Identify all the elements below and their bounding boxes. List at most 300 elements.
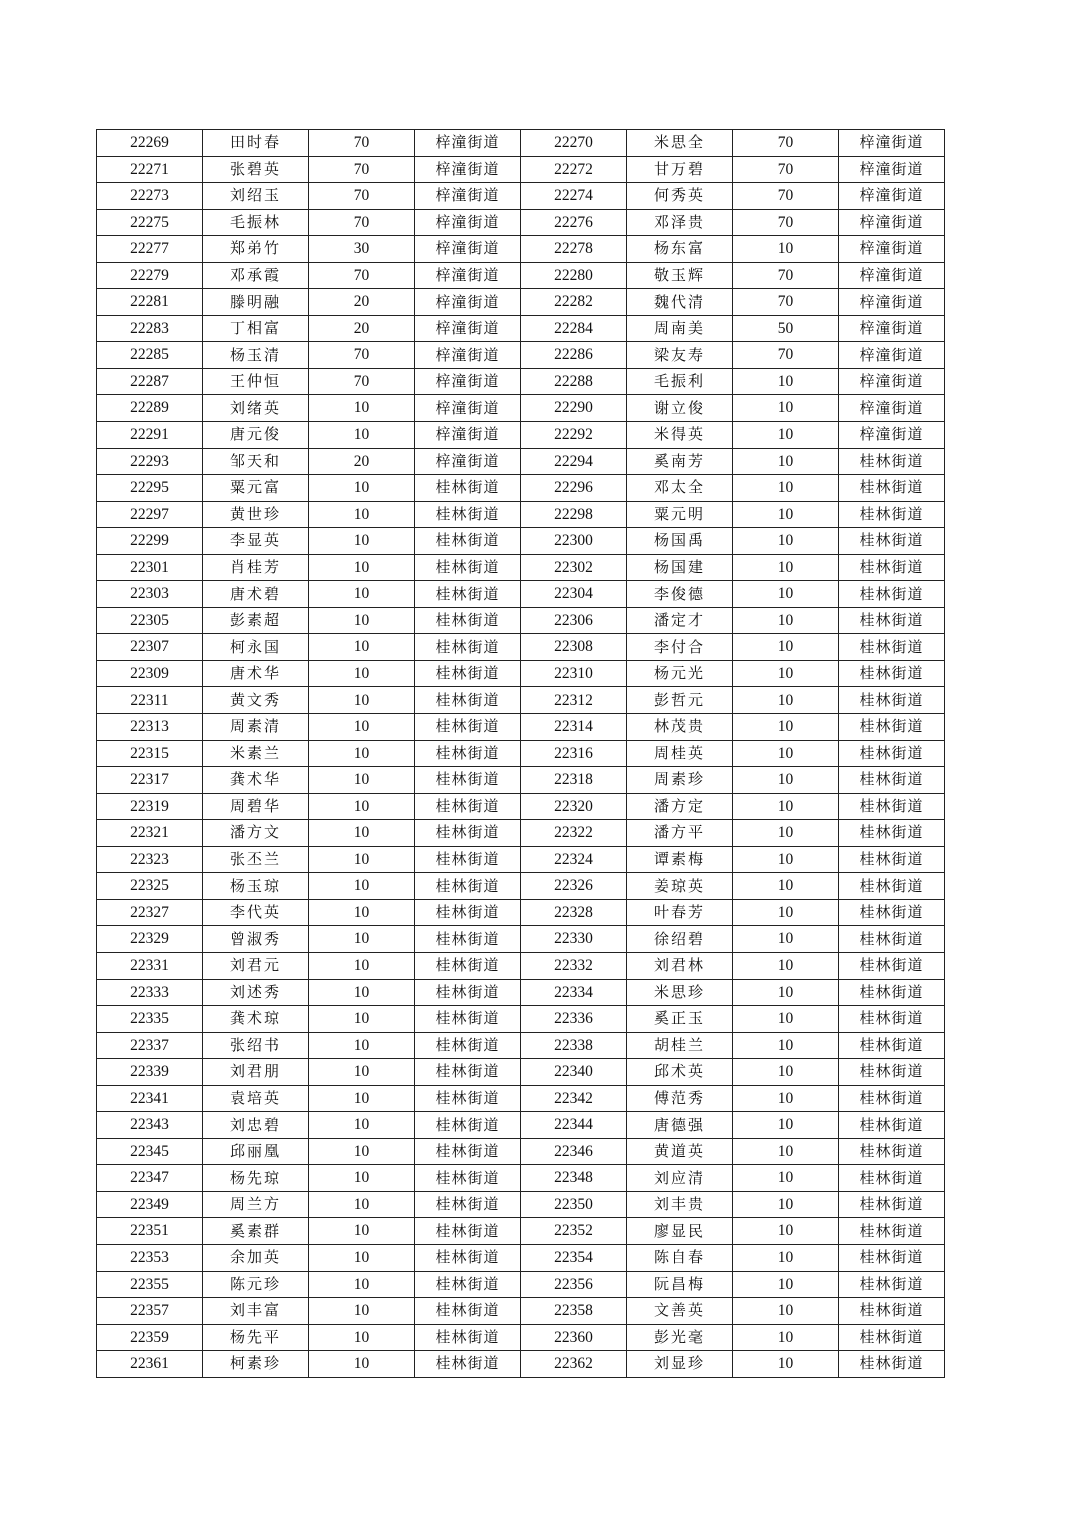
record-id-cell: 22343 xyxy=(97,1112,203,1139)
street-cell: 桂林街道 xyxy=(839,554,945,581)
amount-cell: 10 xyxy=(309,554,415,581)
amount-cell: 10 xyxy=(309,1032,415,1059)
amount-cell: 10 xyxy=(733,1085,839,1112)
amount-cell: 10 xyxy=(733,1271,839,1298)
amount-cell: 10 xyxy=(309,767,415,794)
table-row xyxy=(97,289,945,316)
street-cell: 桂林街道 xyxy=(415,1138,521,1165)
amount-cell: 10 xyxy=(309,899,415,926)
record-id-cell: 22283 xyxy=(97,315,203,342)
name-cell: 田时春 xyxy=(203,130,309,157)
name-cell: 黄文秀 xyxy=(203,687,309,714)
name-cell: 刘绍玉 xyxy=(203,183,309,210)
street-cell: 桂林街道 xyxy=(415,554,521,581)
street-cell: 梓潼街道 xyxy=(839,262,945,289)
street-cell: 桂林街道 xyxy=(415,1032,521,1059)
street-cell: 桂林街道 xyxy=(839,1138,945,1165)
name-cell: 胡桂兰 xyxy=(627,1032,733,1059)
table-row xyxy=(97,634,945,661)
street-cell: 桂林街道 xyxy=(839,846,945,873)
record-id-cell: 22351 xyxy=(97,1218,203,1245)
amount-cell: 70 xyxy=(309,183,415,210)
amount-cell: 70 xyxy=(309,262,415,289)
record-id-cell: 22341 xyxy=(97,1085,203,1112)
table-row xyxy=(97,979,945,1006)
street-cell: 梓潼街道 xyxy=(415,236,521,263)
record-id-cell: 22332 xyxy=(521,952,627,979)
amount-cell: 10 xyxy=(309,607,415,634)
street-cell: 桂林街道 xyxy=(839,926,945,953)
name-cell: 李付合 xyxy=(627,634,733,661)
record-id-cell: 22276 xyxy=(521,209,627,236)
street-cell: 梓潼街道 xyxy=(415,209,521,236)
record-id-cell: 22322 xyxy=(521,820,627,847)
amount-cell: 10 xyxy=(309,660,415,687)
amount-cell: 70 xyxy=(733,289,839,316)
street-cell: 桂林街道 xyxy=(415,793,521,820)
amount-cell: 10 xyxy=(309,1218,415,1245)
street-cell: 桂林街道 xyxy=(415,501,521,528)
record-id-cell: 22338 xyxy=(521,1032,627,1059)
name-cell: 杨先琼 xyxy=(203,1165,309,1192)
name-cell: 陈自春 xyxy=(627,1244,733,1271)
table-row xyxy=(97,873,945,900)
amount-cell: 10 xyxy=(309,1324,415,1351)
street-cell: 桂林街道 xyxy=(839,899,945,926)
table-row xyxy=(97,820,945,847)
name-cell: 林茂贵 xyxy=(627,714,733,741)
name-cell: 米素兰 xyxy=(203,740,309,767)
street-cell: 桂林街道 xyxy=(415,899,521,926)
name-cell: 傅范秀 xyxy=(627,1085,733,1112)
street-cell: 桂林街道 xyxy=(415,634,521,661)
name-cell: 刘丰贵 xyxy=(627,1191,733,1218)
name-cell: 邹天和 xyxy=(203,448,309,475)
street-cell: 桂林街道 xyxy=(839,1112,945,1139)
amount-cell: 10 xyxy=(309,1165,415,1192)
record-id-cell: 22295 xyxy=(97,475,203,502)
amount-cell: 10 xyxy=(733,1218,839,1245)
amount-cell: 20 xyxy=(309,448,415,475)
record-id-cell: 22311 xyxy=(97,687,203,714)
name-cell: 邓承霞 xyxy=(203,262,309,289)
record-id-cell: 22354 xyxy=(521,1244,627,1271)
record-id-cell: 22333 xyxy=(97,979,203,1006)
street-cell: 梓潼街道 xyxy=(415,368,521,395)
street-cell: 桂林街道 xyxy=(415,1112,521,1139)
record-id-cell: 22324 xyxy=(521,846,627,873)
street-cell: 桂林街道 xyxy=(415,1191,521,1218)
name-cell: 邱丽凰 xyxy=(203,1138,309,1165)
street-cell: 梓潼街道 xyxy=(839,183,945,210)
name-cell: 黄世珍 xyxy=(203,501,309,528)
table-row xyxy=(97,1059,945,1086)
amount-cell: 70 xyxy=(733,262,839,289)
amount-cell: 10 xyxy=(309,1112,415,1139)
table-row xyxy=(97,1218,945,1245)
record-id-cell: 22355 xyxy=(97,1271,203,1298)
street-cell: 梓潼街道 xyxy=(839,342,945,369)
record-id-cell: 22293 xyxy=(97,448,203,475)
street-cell: 梓潼街道 xyxy=(415,422,521,449)
amount-cell: 10 xyxy=(309,873,415,900)
table-row xyxy=(97,475,945,502)
table-row xyxy=(97,740,945,767)
street-cell: 梓潼街道 xyxy=(839,209,945,236)
street-cell: 桂林街道 xyxy=(839,1032,945,1059)
street-cell: 桂林街道 xyxy=(415,767,521,794)
street-cell: 桂林街道 xyxy=(839,1165,945,1192)
table-row xyxy=(97,183,945,210)
name-cell: 彭光毫 xyxy=(627,1324,733,1351)
name-cell: 张绍书 xyxy=(203,1032,309,1059)
name-cell: 毛振利 xyxy=(627,368,733,395)
amount-cell: 70 xyxy=(733,130,839,157)
name-cell: 李显英 xyxy=(203,528,309,555)
record-id-cell: 22348 xyxy=(521,1165,627,1192)
amount-cell: 10 xyxy=(733,846,839,873)
name-cell: 余加英 xyxy=(203,1244,309,1271)
street-cell: 桂林街道 xyxy=(415,1271,521,1298)
table-row xyxy=(97,1006,945,1033)
amount-cell: 70 xyxy=(733,209,839,236)
name-cell: 甘万碧 xyxy=(627,156,733,183)
street-cell: 桂林街道 xyxy=(839,1218,945,1245)
street-cell: 桂林街道 xyxy=(839,767,945,794)
record-id-cell: 22337 xyxy=(97,1032,203,1059)
record-id-cell: 22284 xyxy=(521,315,627,342)
street-cell: 梓潼街道 xyxy=(415,183,521,210)
record-id-cell: 22344 xyxy=(521,1112,627,1139)
amount-cell: 30 xyxy=(309,236,415,263)
amount-cell: 10 xyxy=(733,422,839,449)
street-cell: 桂林街道 xyxy=(839,660,945,687)
street-cell: 桂林街道 xyxy=(415,1351,521,1378)
record-id-cell: 22281 xyxy=(97,289,203,316)
amount-cell: 70 xyxy=(309,130,415,157)
table-row xyxy=(97,952,945,979)
street-cell: 桂林街道 xyxy=(415,1006,521,1033)
street-cell: 桂林街道 xyxy=(839,873,945,900)
street-cell: 桂林街道 xyxy=(839,634,945,661)
amount-cell: 70 xyxy=(733,183,839,210)
table-row xyxy=(97,528,945,555)
table-row xyxy=(97,1191,945,1218)
street-cell: 桂林街道 xyxy=(415,1085,521,1112)
table-row xyxy=(97,1165,945,1192)
record-id-cell: 22352 xyxy=(521,1218,627,1245)
table-row xyxy=(97,209,945,236)
name-cell: 刘应清 xyxy=(627,1165,733,1192)
amount-cell: 10 xyxy=(733,1191,839,1218)
name-cell: 彭哲元 xyxy=(627,687,733,714)
street-cell: 桂林街道 xyxy=(415,687,521,714)
amount-cell: 10 xyxy=(733,1298,839,1325)
name-cell: 刘丰富 xyxy=(203,1298,309,1325)
amount-cell: 10 xyxy=(733,1244,839,1271)
record-id-cell: 22350 xyxy=(521,1191,627,1218)
record-id-cell: 22346 xyxy=(521,1138,627,1165)
record-id-cell: 22291 xyxy=(97,422,203,449)
street-cell: 梓潼街道 xyxy=(415,156,521,183)
name-cell: 李代英 xyxy=(203,899,309,926)
amount-cell: 10 xyxy=(309,740,415,767)
street-cell: 梓潼街道 xyxy=(415,130,521,157)
amount-cell: 10 xyxy=(733,1165,839,1192)
record-id-cell: 22296 xyxy=(521,475,627,502)
street-cell: 桂林街道 xyxy=(839,714,945,741)
table-row xyxy=(97,899,945,926)
name-cell: 李俊德 xyxy=(627,581,733,608)
street-cell: 桂林街道 xyxy=(839,1298,945,1325)
street-cell: 桂林街道 xyxy=(839,1191,945,1218)
name-cell: 何秀英 xyxy=(627,183,733,210)
record-id-cell: 22320 xyxy=(521,793,627,820)
name-cell: 奚正玉 xyxy=(627,1006,733,1033)
name-cell: 邱术英 xyxy=(627,1059,733,1086)
record-id-cell: 22317 xyxy=(97,767,203,794)
table-row xyxy=(97,687,945,714)
amount-cell: 10 xyxy=(309,820,415,847)
street-cell: 桂林街道 xyxy=(415,1165,521,1192)
amount-cell: 10 xyxy=(309,581,415,608)
street-cell: 桂林街道 xyxy=(415,1324,521,1351)
record-id-cell: 22300 xyxy=(521,528,627,555)
name-cell: 奚素群 xyxy=(203,1218,309,1245)
name-cell: 刘显珍 xyxy=(627,1351,733,1378)
amount-cell: 10 xyxy=(309,1085,415,1112)
name-cell: 滕明融 xyxy=(203,289,309,316)
street-cell: 梓潼街道 xyxy=(415,289,521,316)
name-cell: 粟元富 xyxy=(203,475,309,502)
record-id-cell: 22323 xyxy=(97,846,203,873)
record-id-cell: 22325 xyxy=(97,873,203,900)
record-id-cell: 22286 xyxy=(521,342,627,369)
amount-cell: 70 xyxy=(309,209,415,236)
street-cell: 桂林街道 xyxy=(415,846,521,873)
amount-cell: 10 xyxy=(733,1032,839,1059)
street-cell: 桂林街道 xyxy=(415,1298,521,1325)
street-cell: 桂林街道 xyxy=(415,475,521,502)
amount-cell: 10 xyxy=(309,952,415,979)
street-cell: 桂林街道 xyxy=(415,979,521,1006)
amount-cell: 70 xyxy=(733,156,839,183)
record-id-cell: 22353 xyxy=(97,1244,203,1271)
record-id-cell: 22315 xyxy=(97,740,203,767)
amount-cell: 10 xyxy=(733,873,839,900)
name-cell: 文善英 xyxy=(627,1298,733,1325)
name-cell: 杨东富 xyxy=(627,236,733,263)
record-id-cell: 22302 xyxy=(521,554,627,581)
record-id-cell: 22340 xyxy=(521,1059,627,1086)
record-id-cell: 22312 xyxy=(521,687,627,714)
name-cell: 廖显民 xyxy=(627,1218,733,1245)
table-row xyxy=(97,1271,945,1298)
table-row xyxy=(97,1112,945,1139)
table-row xyxy=(97,395,945,422)
amount-cell: 10 xyxy=(733,740,839,767)
name-cell: 刘述秀 xyxy=(203,979,309,1006)
table-row xyxy=(97,156,945,183)
name-cell: 敬玉辉 xyxy=(627,262,733,289)
table-row xyxy=(97,793,945,820)
street-cell: 桂林街道 xyxy=(415,581,521,608)
record-id-cell: 22310 xyxy=(521,660,627,687)
record-id-cell: 22318 xyxy=(521,767,627,794)
record-id-cell: 22303 xyxy=(97,581,203,608)
amount-cell: 10 xyxy=(309,475,415,502)
record-id-cell: 22326 xyxy=(521,873,627,900)
record-id-cell: 22356 xyxy=(521,1271,627,1298)
amount-cell: 10 xyxy=(733,395,839,422)
name-cell: 梁友寿 xyxy=(627,342,733,369)
record-id-cell: 22290 xyxy=(521,395,627,422)
amount-cell: 50 xyxy=(733,315,839,342)
record-id-cell: 22280 xyxy=(521,262,627,289)
street-cell: 梓潼街道 xyxy=(415,342,521,369)
record-id-cell: 22336 xyxy=(521,1006,627,1033)
street-cell: 桂林街道 xyxy=(839,501,945,528)
street-cell: 桂林街道 xyxy=(839,952,945,979)
table-row xyxy=(97,926,945,953)
record-id-cell: 22335 xyxy=(97,1006,203,1033)
amount-cell: 10 xyxy=(733,687,839,714)
table-row xyxy=(97,501,945,528)
amount-cell: 10 xyxy=(309,1138,415,1165)
table-row xyxy=(97,1351,945,1378)
name-cell: 郑弟竹 xyxy=(203,236,309,263)
amount-cell: 10 xyxy=(309,979,415,1006)
record-id-cell: 22301 xyxy=(97,554,203,581)
amount-cell: 10 xyxy=(309,422,415,449)
table-row xyxy=(97,422,945,449)
table-row xyxy=(97,315,945,342)
amount-cell: 10 xyxy=(309,1006,415,1033)
street-cell: 桂林街道 xyxy=(839,820,945,847)
street-cell: 桂林街道 xyxy=(839,528,945,555)
table-row xyxy=(97,1298,945,1325)
name-cell: 杨国建 xyxy=(627,554,733,581)
table-row xyxy=(97,846,945,873)
table-row xyxy=(97,130,945,157)
table-row xyxy=(97,448,945,475)
table-row xyxy=(97,660,945,687)
table-row xyxy=(97,767,945,794)
name-cell: 曾淑秀 xyxy=(203,926,309,953)
record-id-cell: 22304 xyxy=(521,581,627,608)
record-id-cell: 22334 xyxy=(521,979,627,1006)
amount-cell: 10 xyxy=(733,1006,839,1033)
name-cell: 张丕兰 xyxy=(203,846,309,873)
street-cell: 桂林街道 xyxy=(839,607,945,634)
street-cell: 桂林街道 xyxy=(415,820,521,847)
name-cell: 杨国禹 xyxy=(627,528,733,555)
street-cell: 桂林街道 xyxy=(839,1059,945,1086)
amount-cell: 10 xyxy=(309,395,415,422)
amount-cell: 10 xyxy=(733,475,839,502)
name-cell: 王仲恒 xyxy=(203,368,309,395)
amount-cell: 10 xyxy=(309,1298,415,1325)
amount-cell: 10 xyxy=(733,501,839,528)
street-cell: 桂林街道 xyxy=(415,1244,521,1271)
table-row xyxy=(97,236,945,263)
street-cell: 梓潼街道 xyxy=(415,448,521,475)
name-cell: 杨玉清 xyxy=(203,342,309,369)
record-id-cell: 22358 xyxy=(521,1298,627,1325)
amount-cell: 70 xyxy=(309,342,415,369)
name-cell: 潘定才 xyxy=(627,607,733,634)
amount-cell: 10 xyxy=(309,687,415,714)
record-id-cell: 22329 xyxy=(97,926,203,953)
name-cell: 陈元珍 xyxy=(203,1271,309,1298)
name-cell: 唐术碧 xyxy=(203,581,309,608)
record-id-cell: 22347 xyxy=(97,1165,203,1192)
name-cell: 袁培英 xyxy=(203,1085,309,1112)
record-id-cell: 22275 xyxy=(97,209,203,236)
record-id-cell: 22362 xyxy=(521,1351,627,1378)
amount-cell: 10 xyxy=(733,368,839,395)
amount-cell: 10 xyxy=(309,1244,415,1271)
amount-cell: 10 xyxy=(309,1059,415,1086)
record-id-cell: 22289 xyxy=(97,395,203,422)
name-cell: 杨先平 xyxy=(203,1324,309,1351)
record-id-cell: 22306 xyxy=(521,607,627,634)
record-id-cell: 22327 xyxy=(97,899,203,926)
record-id-cell: 22331 xyxy=(97,952,203,979)
street-cell: 梓潼街道 xyxy=(415,262,521,289)
street-cell: 梓潼街道 xyxy=(839,130,945,157)
table-row xyxy=(97,1244,945,1271)
street-cell: 梓潼街道 xyxy=(415,315,521,342)
amount-cell: 10 xyxy=(309,846,415,873)
name-cell: 刘君林 xyxy=(627,952,733,979)
record-id-cell: 22359 xyxy=(97,1324,203,1351)
amount-cell: 10 xyxy=(309,714,415,741)
record-id-cell: 22361 xyxy=(97,1351,203,1378)
name-cell: 谭素梅 xyxy=(627,846,733,873)
name-cell: 魏代清 xyxy=(627,289,733,316)
record-id-cell: 22298 xyxy=(521,501,627,528)
name-cell: 龚术华 xyxy=(203,767,309,794)
record-id-cell: 22297 xyxy=(97,501,203,528)
record-id-cell: 22270 xyxy=(521,130,627,157)
amount-cell: 10 xyxy=(309,793,415,820)
table-row xyxy=(97,262,945,289)
street-cell: 桂林街道 xyxy=(839,448,945,475)
table-row xyxy=(97,368,945,395)
name-cell: 周桂英 xyxy=(627,740,733,767)
street-cell: 桂林街道 xyxy=(415,528,521,555)
street-cell: 梓潼街道 xyxy=(839,289,945,316)
amount-cell: 70 xyxy=(309,368,415,395)
street-cell: 桂林街道 xyxy=(839,1351,945,1378)
amount-cell: 70 xyxy=(733,342,839,369)
name-cell: 米思全 xyxy=(627,130,733,157)
name-cell: 叶春芳 xyxy=(627,899,733,926)
record-id-cell: 22316 xyxy=(521,740,627,767)
record-id-cell: 22307 xyxy=(97,634,203,661)
amount-cell: 10 xyxy=(733,1059,839,1086)
record-id-cell: 22357 xyxy=(97,1298,203,1325)
name-cell: 杨玉琼 xyxy=(203,873,309,900)
amount-cell: 10 xyxy=(733,1351,839,1378)
record-id-cell: 22285 xyxy=(97,342,203,369)
amount-cell: 10 xyxy=(733,899,839,926)
name-cell: 刘绪英 xyxy=(203,395,309,422)
amount-cell: 10 xyxy=(733,926,839,953)
street-cell: 桂林街道 xyxy=(839,581,945,608)
name-cell: 肖桂芳 xyxy=(203,554,309,581)
